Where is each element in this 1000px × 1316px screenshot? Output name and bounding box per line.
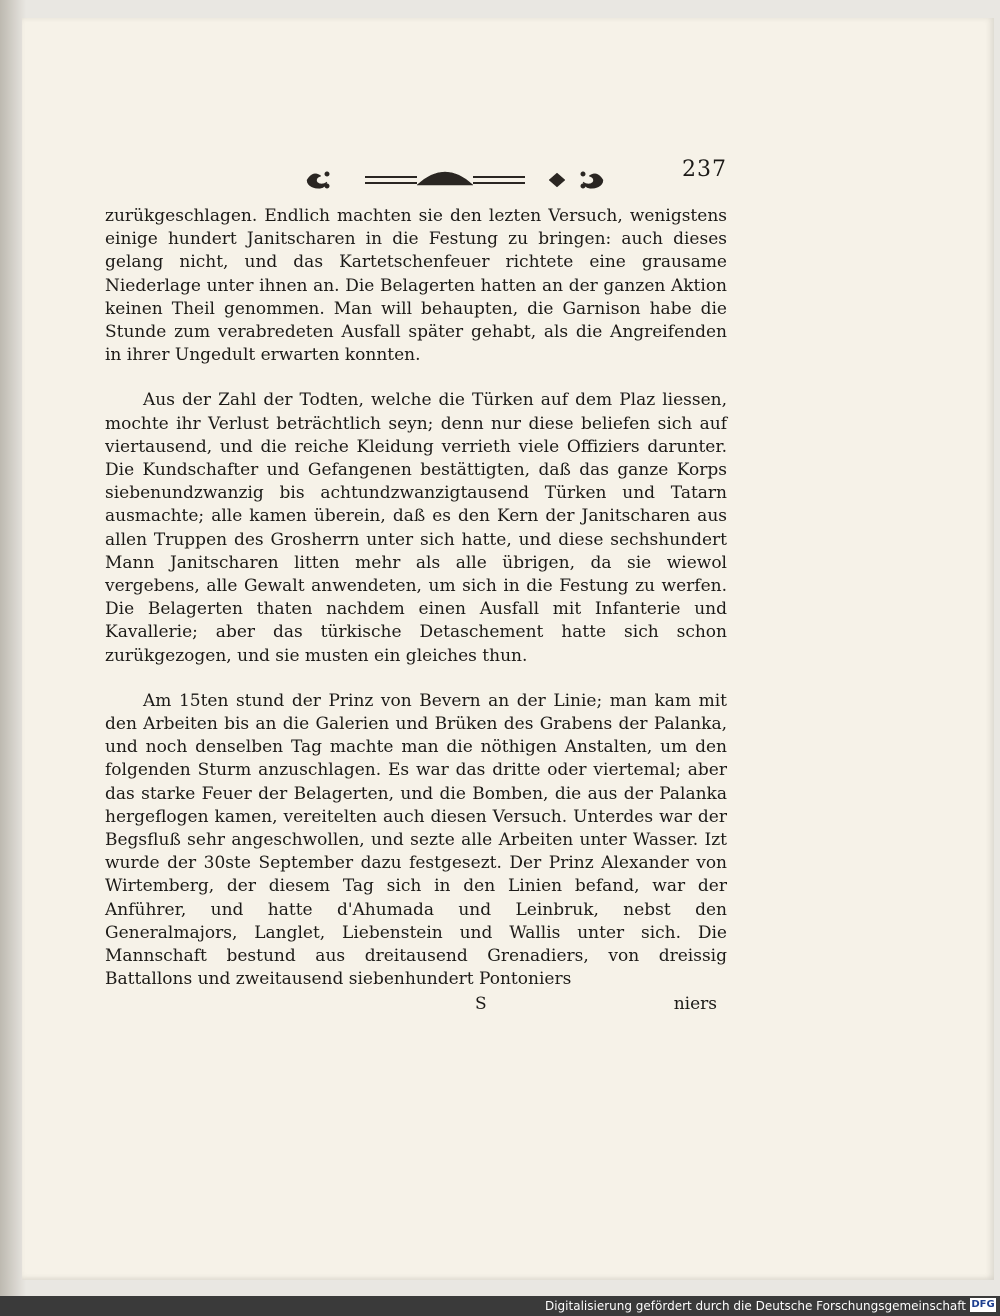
- dfg-logo-icon: DFG: [971, 1299, 995, 1310]
- header-ornament-icon: [305, 165, 605, 195]
- funding-credit: Digitalisierung gefördert durch die Deutsche Forschungsgemeinschaft: [544, 1299, 966, 1313]
- print-area: [105, 155, 727, 1022]
- paragraph-assault: Am 15ten stund der Prinz von Bevern an der Linie; man kam mit den Arbeiten bis an die Galerien und Brüken des Grabens der Palanka, und noch denselben Tag machte man die nöthigen Anstalten, um den folgenden Sturm anzuschlagen. Es war das dritte oder viertemal; aber das starke Feuer der Belagerten, und die Bomben, die aus der Palanka hergeflogen kamen, vereitelten auch diesen Versuch. Unterdes war der Begsfluß sehr angeschwollen, und sezte alle Arbeiten unter Wasser. Izt wurde der 30ste September dazu festgesezt. Der Prinz Alexander von Wirtemberg, der diesem Tag sich in den Linien befand, war der Anführer, und hatte d'Ahumada und Leinbruk, nebst den Generalmajors, Langlet, Liebenstein und Wallis unter sich. Die Mannschaft bestund aus dreitausend Grenadiers, von dreissig Battallons und zweitausend siebenhundert Pontoniers: [105, 690, 727, 990]
- catchword: niers: [673, 993, 717, 1014]
- paragraph-continuation: zurükgeschlagen. Endlich machten sie den lezten Versuch, wenigstens einige hundert Janitscharen in die Festung zu bringen: auch dieses gelang nicht, und das Kartetschenfeuer richtete eine grausame Niederlage unter ihnen an. Die Belagerten hatten an der ganzen Aktion keinen Theil genommen. Man will behaupten, die Garnison habe die Stunde zum verabredeten Ausfall später gehabt, als die Angreifenden in ihrer Ungedult erwarten konnten.: [105, 206, 727, 366]
- page-foot: [105, 994, 727, 1022]
- signature-mark: S: [475, 993, 487, 1014]
- digitization-footer: [0, 1296, 1000, 1316]
- page-number: 237: [682, 157, 727, 182]
- paragraph-casualties: Aus der Zahl der Todten, welche die Türken auf dem Plaz liessen, mochte ihr Verlust beträchtlich seyn; denn nur diese beliefen sich auf viertausend, und die reiche Kleidung verrieth viele Offiziers darunter. Die Kundschafter und Gefangenen bestättigten, daß das ganze Korps siebenundzwanzig bis achtundzwanzigtausend Türken und Tatarn ausmachte; alle kamen überein, daß es den Kern der Janitscharen aus allen Truppen des Grosherrn unter sich hatte, und diese sechshundert Mann Janitscharen litten mehr als alle übrigen, da sie wiewol vergebens, alle Gewalt anwendeten, um sich in die Festung zu werfen. Die Belagerten thaten nachdem einen Ausfall mit Infanterie und Kavallerie; aber das türkische Detaschement hatte sich schon zurükgezogen, und sie musten ein gleiches thun.: [105, 390, 727, 666]
- page-header: [105, 155, 727, 205]
